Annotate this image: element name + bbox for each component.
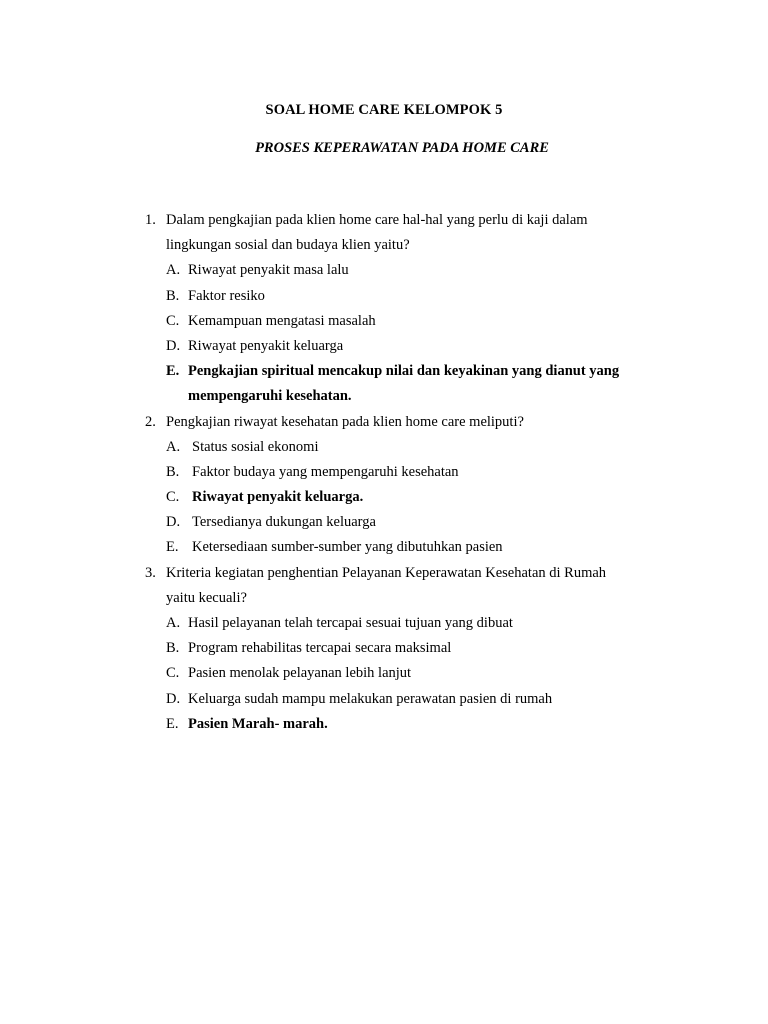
option-c-answer bbox=[145, 485, 665, 510]
option-text: Program rehabilitas tercapai secara maksimal bbox=[188, 640, 452, 657]
option-letter: B. bbox=[166, 463, 180, 480]
question-text: Dalam pengkajian pada klien home care hal-hal yang perlu di kaji dalam bbox=[166, 212, 588, 228]
question-number: 2. bbox=[145, 413, 156, 430]
option-letter: D. bbox=[166, 337, 181, 354]
document-title: SOAL HOME CARE KELOMPOK 5 bbox=[265, 102, 503, 118]
option-letter: B. bbox=[166, 640, 180, 657]
option-text: Tersedianya dukungan keluarga bbox=[192, 514, 376, 531]
option-text: Faktor resiko bbox=[188, 287, 265, 304]
option-text: Hasil pelayanan telah tercapai sesuai tujuan yang dibuat bbox=[188, 615, 513, 631]
option-text: Status sosial ekonomi bbox=[192, 438, 319, 455]
question-text: Kriteria kegiatan penghentian Pelayanan Keperawatan Kesehatan di Rumah bbox=[166, 564, 607, 581]
option-a bbox=[145, 435, 665, 460]
option-letter: D. bbox=[166, 514, 181, 531]
option-text: Keluarga sudah mampu melakukan perawatan pasien di rumah bbox=[188, 690, 553, 707]
question-number: 1. bbox=[145, 212, 156, 228]
option-d bbox=[145, 510, 665, 535]
option-letter: A. bbox=[166, 262, 181, 279]
question-list bbox=[145, 208, 665, 737]
option-letter: D. bbox=[166, 690, 181, 707]
option-letter: E. bbox=[166, 715, 179, 732]
option-text: Ketersediaan sumber-sumber yang dibutuhkan pasien bbox=[192, 539, 503, 556]
option-b bbox=[145, 460, 665, 485]
question-text: Pengkajian riwayat kesehatan pada klien home care meliputi? bbox=[166, 413, 524, 430]
option-b bbox=[145, 284, 665, 309]
option-e-answer bbox=[145, 712, 665, 737]
option-letter: B. bbox=[166, 287, 180, 304]
question-text-continued: lingkungan sosial dan budaya klien yaitu? bbox=[166, 237, 410, 254]
option-b bbox=[145, 636, 665, 661]
option-text: Kemampuan mengatasi masalah bbox=[188, 312, 376, 329]
question-1 bbox=[145, 208, 665, 410]
option-e-answer bbox=[145, 359, 665, 384]
option-a bbox=[145, 258, 665, 283]
document-subtitle: PROSES KEPERAWATAN PADA HOME CARE bbox=[255, 140, 549, 156]
question-text-continued: yaitu kecuali? bbox=[166, 589, 247, 606]
option-letter: A. bbox=[166, 438, 181, 455]
option-text: Faktor budaya yang mempengaruhi kesehatan bbox=[192, 463, 459, 480]
option-c bbox=[145, 661, 665, 686]
question-number: 3. bbox=[145, 564, 156, 581]
option-e bbox=[145, 535, 665, 560]
option-letter: A. bbox=[166, 615, 181, 631]
question-3 bbox=[145, 561, 665, 737]
option-letter: C. bbox=[166, 665, 180, 682]
option-text: Pasien Marah- marah. bbox=[188, 715, 328, 732]
option-text: Riwayat penyakit keluarga bbox=[188, 337, 344, 354]
option-letter: C. bbox=[166, 489, 180, 506]
option-text-continued: mempengaruhi kesehatan. bbox=[188, 388, 352, 405]
option-letter: E. bbox=[166, 363, 180, 380]
option-c bbox=[145, 309, 665, 334]
option-text: Riwayat penyakit keluarga. bbox=[192, 489, 364, 506]
option-text: Pasien menolak pelayanan lebih lanjut bbox=[188, 665, 412, 682]
option-text: Riwayat penyakit masa lalu bbox=[188, 262, 349, 279]
option-d bbox=[145, 687, 665, 712]
option-letter: C. bbox=[166, 312, 180, 329]
option-d bbox=[145, 334, 665, 359]
question-2 bbox=[145, 410, 665, 561]
option-letter: E. bbox=[166, 539, 179, 556]
option-a bbox=[145, 611, 665, 636]
option-text: Pengkajian spiritual mencakup nilai dan keyakinan yang dianut yang bbox=[188, 363, 620, 380]
